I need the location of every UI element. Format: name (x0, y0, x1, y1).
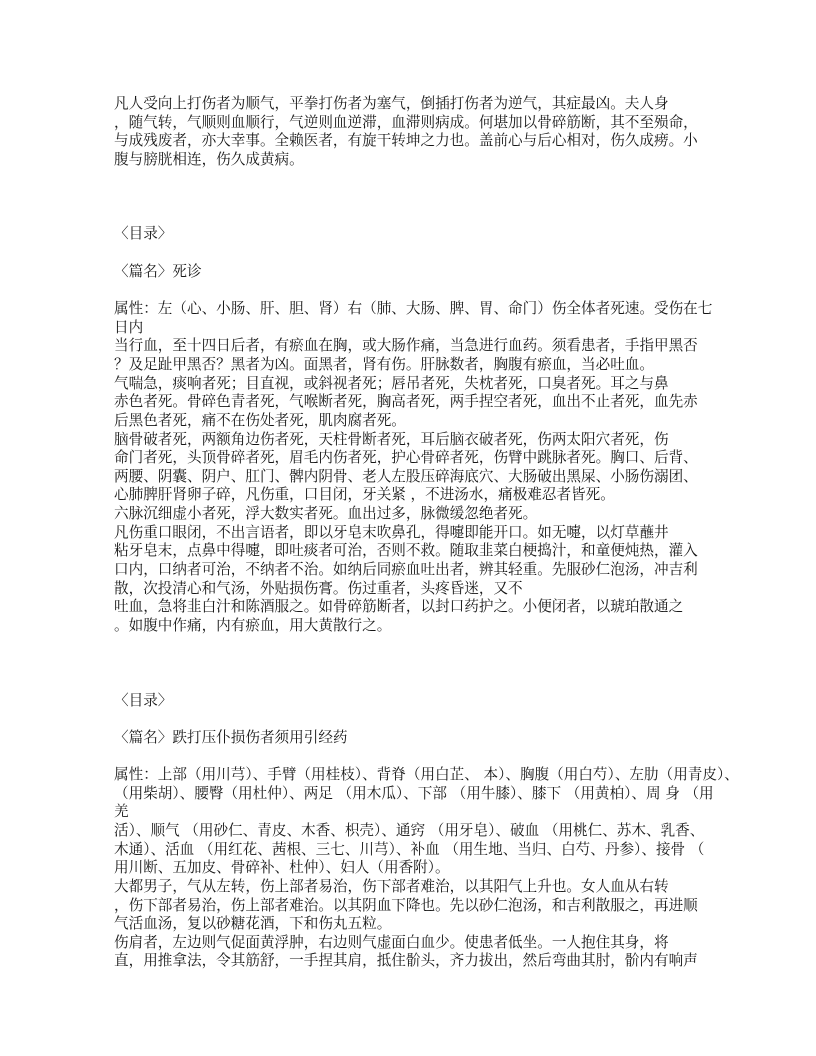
text-line: 吐血，急将韭白汁和陈酒服之。如骨碎筋断者，以封口药护之。小便闭者，以琥珀散通之 (114, 598, 684, 616)
text-line: 〈篇名〉死诊 (114, 262, 202, 280)
text-line: 日内 (114, 318, 144, 336)
text-line: 〈篇名〉跌打压仆损伤者须用引经药 (114, 728, 348, 746)
blank-line (114, 636, 804, 655)
text-line: 心肺脾肝肾卵子碎，凡伤重，口目闭，牙关紧 ，不进汤水，痛极难忍者皆死。 (114, 486, 615, 504)
blank-line (114, 673, 804, 692)
text-line: 粘牙皂末，点鼻中得嚏，即吐痰者可治，否则不救。随取韭菜白梗捣汁，和童便炖热，灌入 (114, 542, 698, 560)
text-line: 木通）、活血 （用红花、茜根、三七、川芎）、补血 （用生地、当归、白芍、丹参）、接骨 （ (114, 840, 705, 858)
text-line: 活）、顺气 （用砂仁、青皮、木香、枳壳）、通窍 （用牙皂）、破血 （用桃仁、苏木、乳香、 (114, 821, 705, 839)
text-line: 属性：上部（用川芎）、手臂（用桂枝）、背脊（用白芷、 本）、胸腹（用白芍）、左肋（用青皮）、 (114, 766, 739, 784)
text-line: ？及足趾甲黑否？黑者为凶。面黑者，肾有伤。肝脉数者，胸腹有瘀血，当必吐血。 (114, 355, 654, 373)
text-line: 羌 (114, 803, 129, 821)
text-line: 与成残废者，亦大幸事。全赖医者，有旋干转坤之力也。盖前心与后心相对，伤久成痨。小 (114, 132, 698, 150)
text-line: 〈目录〉 (114, 691, 173, 709)
blank-line (114, 170, 804, 189)
text-line: 后黑色者死，痛不在伤处者死，肌肉腐者死。 (114, 411, 406, 429)
blank-line (114, 207, 804, 226)
blank-line (114, 654, 804, 673)
blank-line (114, 281, 804, 300)
text-line: ，随气转，气顺则血顺行，气逆则血逆滞，血滞则病成。何堪加以骨碎筋断，其不至殒命， (114, 113, 698, 131)
text-line: 腹与膀胱相连，伤久成黄病。 (114, 150, 304, 168)
document-text-block (114, 95, 804, 971)
text-line: 。如腹中作痛，内有瘀血，用大黄散行之。 (114, 616, 392, 634)
text-line: 直，用推拿法，令其筋舒，一手捏其肩，抵住骱头，齐力拔出，然后弯曲其肘，骱内有响声 (114, 952, 698, 970)
text-line: （用柴胡）、腰臀（用杜仲）、两足 （用木瓜）、下部 （用牛膝）、膝下 （用黄柏）、周 身 （用 (114, 784, 714, 802)
text-line: 气喘急，痰响者死；目直视，或斜视者死；唇吊者死，失枕者死，口臭者死。耳之与鼻 (114, 374, 669, 392)
text-line: 〈目录〉 (114, 225, 173, 243)
text-line: 当行血，至十四日后者，有瘀血在胸，或大肠作痛，当急进行血药。须看患者，手指甲黑否 (114, 337, 698, 355)
text-line: 气活血汤，复以砂糖花酒，下和伤丸五粒。 (114, 915, 392, 933)
text-line: 六脉沉细虚小者死，浮大数实者死。血出过多，脉微缓忽绝者死。 (114, 505, 538, 523)
text-line: 属性：左（心、小肠、肝、胆、肾）右（肺、大肠、脾、胃、命门）伤全体者死速。受伤在七 (114, 300, 713, 318)
text-line: 伤肩者，左边则气促面黄浮肿，右边则气虚面白血少。使患者低坐。一人抱住其身，将 (114, 933, 669, 951)
text-line: 凡人受向上打伤者为顺气，平拳打伤者为塞气，倒插打伤者为逆气，其症最凶。夫人身 (114, 95, 669, 112)
text-line: 散，次投清心和气汤，外贴损伤膏。伤过重者，头疼昏迷，又不 (114, 579, 523, 597)
text-line: 赤色者死。骨碎色青者死，气喉断者死，胸高者死，两手捏空者死，血出不止者死，血先赤 (114, 393, 698, 411)
text-line: 脑骨破者死，两额角边伤者死，天柱骨断者死，耳后脑衣破者死，伤两太阳穴者死，伤 (114, 430, 669, 448)
blank-line (114, 747, 804, 766)
text-line: 用川断、五加皮、骨碎补、杜仲）、妇人（用香附）。 (114, 859, 450, 877)
blank-line (114, 188, 804, 207)
text-line: ，伤下部者易治，伤上部者难治。以其阴血下降也。先以砂仁泡汤，和吉利散服之，再进顺 (114, 896, 698, 914)
text-line: 口内，口纳者可治，不纳者不治。如纳后同瘀血吐出者，辨其轻重。先服砂仁泡汤，冲吉利 (114, 561, 698, 579)
text-line: 大都男子，气从左转，伤上部者易治，伤下部者难治，以其阳气上升也。女人血从右转 (114, 877, 669, 895)
text-line: 两腰、阴囊、阴户、肛门、髀内阴骨、老人左股压碎海底穴、大肠破出黑屎、小肠伤溺团、 (114, 467, 698, 485)
blank-line (114, 244, 804, 263)
text-line: 凡伤重口眼闭，不出言语者，即以牙皂末吹鼻孔，得嚏即能开口。如无嚏，以灯草蘸井 (114, 523, 669, 541)
blank-line (114, 710, 804, 729)
text-line: 命门者死，头顶骨碎者死，眉毛内伤者死，护心骨碎者死，伤臂中跳脉者死。胸口、后背、 (114, 449, 698, 467)
